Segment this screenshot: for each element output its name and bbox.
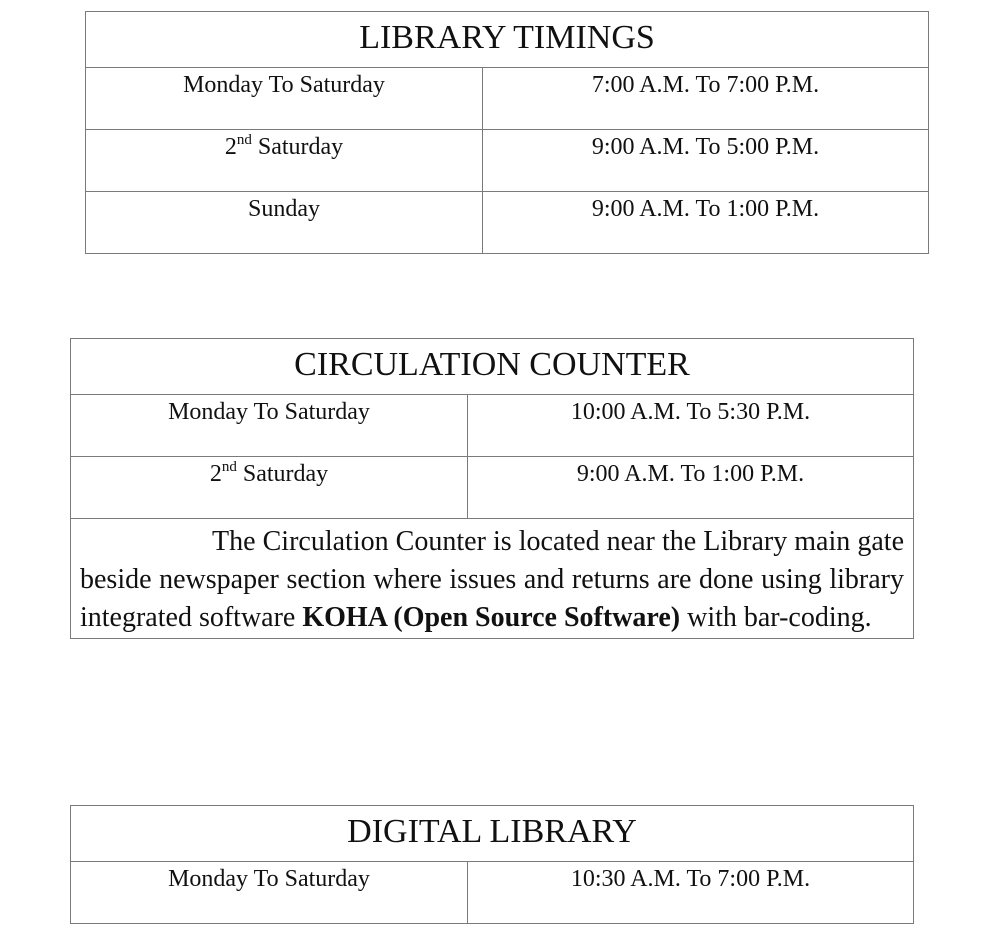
day-label-rest: Saturday xyxy=(251,134,344,160)
time-label: 10:00 A.M. To 5:30 P.M. xyxy=(570,399,811,425)
day-label: Monday To Saturday xyxy=(183,72,385,98)
digital-library-table xyxy=(70,805,914,924)
description-bold-text: KOHA (Open Source Software) xyxy=(302,602,681,633)
library-timings-time-cell xyxy=(483,68,929,130)
day-ordinal-suffix: nd xyxy=(221,459,237,475)
time-label: 10:30 A.M. To 7:00 P.M. xyxy=(570,866,811,892)
digital-library-time-cell xyxy=(468,862,914,924)
day-label: Sunday xyxy=(248,196,320,222)
circulation-counter-day-cell xyxy=(71,457,468,519)
day-label: 2 xyxy=(209,461,222,487)
circulation-counter-time-cell xyxy=(468,457,914,519)
description-text: The Circulation Counter is located near the Library main gate beside newspaper section where issues and returns are done using library integrated software xyxy=(80,526,904,633)
library-timings-day-cell xyxy=(86,192,483,254)
day-label: 2 xyxy=(224,134,237,160)
day-label: Monday To Saturday xyxy=(168,399,370,425)
description-text-end: with bar-coding. xyxy=(680,602,872,633)
time-label: 7:00 A.M. To 7:00 P.M. xyxy=(591,72,820,98)
time-label: 9:00 A.M. To 1:00 P.M. xyxy=(591,196,820,222)
circulation-counter-description xyxy=(71,519,914,639)
day-ordinal-suffix: nd xyxy=(236,132,252,148)
circulation-counter-table xyxy=(70,338,914,639)
library-timings-title: LIBRARY TIMINGS xyxy=(86,12,929,68)
day-label-rest: Saturday xyxy=(236,461,329,487)
circulation-counter-day-cell xyxy=(71,395,468,457)
digital-library-day-cell xyxy=(71,862,468,924)
circulation-counter-time-cell xyxy=(468,395,914,457)
library-timings-time-cell xyxy=(483,192,929,254)
time-label: 9:00 A.M. To 5:00 P.M. xyxy=(591,134,820,160)
digital-library-title: DIGITAL LIBRARY xyxy=(71,806,914,862)
library-timings-day-cell xyxy=(86,130,483,192)
library-timings-table xyxy=(85,11,929,254)
circulation-counter-title: CIRCULATION COUNTER xyxy=(71,339,914,395)
library-timings-day-cell xyxy=(86,68,483,130)
library-timings-time-cell xyxy=(483,130,929,192)
time-label: 9:00 A.M. To 1:00 P.M. xyxy=(576,461,805,487)
day-label: Monday To Saturday xyxy=(168,866,370,892)
